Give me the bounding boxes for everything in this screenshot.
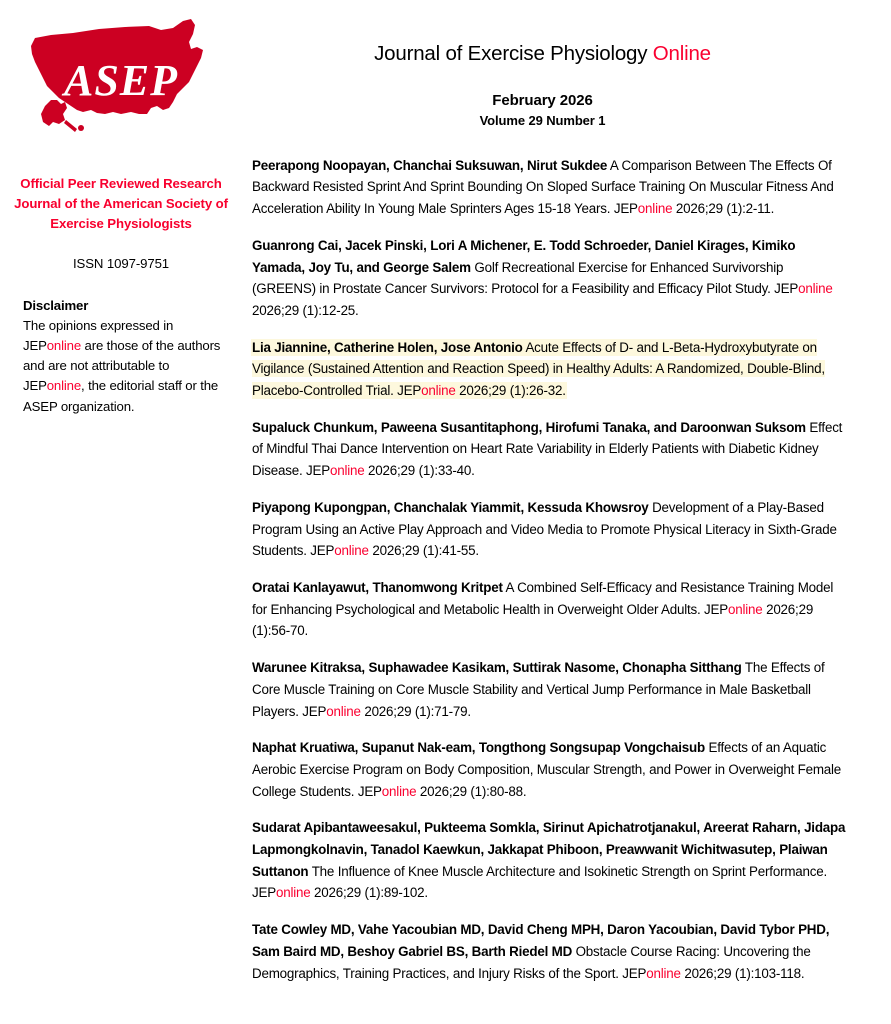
asep-logo xyxy=(21,16,221,138)
disclaimer-online-1: online xyxy=(46,338,82,354)
article-title: A Combined Self-Efficacy and Resistance Training Model for Enhancing Psychological and Metabolic Health in Overweight Older Adults. JEP xyxy=(252,579,834,617)
article-list xyxy=(250,155,849,985)
issn-number: ISSN 1097-9751 xyxy=(72,256,170,272)
article-citation: 2026;29 (1):41-55. xyxy=(368,543,479,559)
article-citation: 2026;29 (1):89-102. xyxy=(310,885,428,901)
article-journal-accent: online xyxy=(381,783,417,799)
article-citation: 2026;29 (1):2-11. xyxy=(672,201,775,217)
article-authors: Warunee Kitraksa, Suphawadee Kasikam, Suttirak Nasome, Chonapha Sitthang xyxy=(252,660,742,676)
article-authors: Lia Jiannine, Catherine Holen, Jose Antonio xyxy=(252,339,523,355)
article-text xyxy=(252,238,833,318)
page-title xyxy=(250,42,849,66)
article-authors: Oratai Kanlayawut, Thanomwong Kritpet xyxy=(252,579,503,595)
article-journal-accent: online xyxy=(728,601,763,617)
article-text xyxy=(252,500,837,558)
article-text xyxy=(252,820,845,900)
article-entry[interactable] xyxy=(252,417,849,482)
article-journal-accent: online xyxy=(798,281,833,297)
article-citation: 2026;29 (1):12-25. xyxy=(252,302,359,318)
article-entry[interactable] xyxy=(252,817,849,904)
article-entry[interactable] xyxy=(252,235,849,322)
article-authors: Tate Cowley MD, Vahe Yacoubian MD, David Cheng MPH, Daron Yacoubian, David Tybor PHD, Sam Baird MD, Beshoy Gabriel BS, Barth Riedel MD xyxy=(252,922,830,959)
article-text xyxy=(252,660,824,718)
disclaimer-block xyxy=(14,296,228,416)
article-entry[interactable] xyxy=(252,577,849,642)
article-entry[interactable] xyxy=(252,737,849,802)
article-authors: Naphat Kruatiwa, Supanut Nak-eam, Tongthong Songsupap Vongchaisub xyxy=(252,740,705,756)
disclaimer-title: Disclaimer xyxy=(23,298,89,314)
asep-logo-text: ASEP xyxy=(63,56,179,105)
article-title: The Influence of Knee Muscle Architecture and Isokinetic Strength on Sprint Performance. JEP xyxy=(252,863,828,901)
article-title: Acute Effects of D- and L-Beta-Hydroxybutyrate on Vigilance (Sustained Attention and Reaction Speed) in Healthy Adults: A Randomized, Double-Blind, Placebo-Controlled Trial. JEP xyxy=(252,339,825,399)
article-title: Golf Recreational Exercise for Enhanced Survivorship (GREENS) in Prostate Cancer Survivors: Protocol for a Feasibility and Efficacy Pilot Study. JEP xyxy=(252,259,799,297)
issue-date: February 2026 xyxy=(492,91,593,109)
disclaimer-part-2: are those of the authors and are not attributable to JEP xyxy=(23,338,221,394)
disclaimer-part-3: , the editorial staff or the ASEP organization. xyxy=(23,378,219,414)
article-journal-accent: online xyxy=(637,201,673,217)
article-entry[interactable] xyxy=(252,919,849,984)
article-journal-accent: online xyxy=(646,965,681,981)
article-entry[interactable] xyxy=(252,337,849,402)
article-entry[interactable] xyxy=(252,155,849,220)
disclaimer-part-1: The opinions expressed in JEP xyxy=(23,318,174,354)
journal-title-accent: Online xyxy=(652,41,711,65)
article-text xyxy=(252,158,834,216)
article-journal-accent: online xyxy=(326,703,361,719)
article-title: Effects of an Aquatic Aerobic Exercise Program on Body Composition, Muscular Strength, and Power in Overweight Female College Students. JEP xyxy=(252,740,842,799)
article-journal-accent: online xyxy=(329,463,365,479)
article-journal-accent: online xyxy=(421,383,456,399)
article-citation: 2026;29 (1):103-118. xyxy=(680,965,805,981)
article-authors: Guanrong Cai, Jacek Pinski, Lori A Michener, E. Todd Schroeder, Daniel Kirages, Kimiko Yamada, Joy Tu, and George Salem xyxy=(252,237,796,275)
disclaimer-online-2: online xyxy=(46,378,82,394)
article-text xyxy=(252,340,825,398)
article-citation: 2026;29 (1):26-32. xyxy=(455,383,566,399)
article-journal-accent: online xyxy=(275,885,311,901)
article-authors: Supaluck Chunkum, Paweena Susantitaphong, Hirofumi Tanaka, and Daroonwan Suksom xyxy=(252,419,806,435)
journal-title-main: Journal of Exercise Physiology xyxy=(374,41,653,65)
article-entry[interactable] xyxy=(252,657,849,722)
article-entry[interactable] xyxy=(252,497,849,562)
article-title: Obstacle Course Racing: Uncovering the Demographics, Training Practices, and Injury Risks of the Sport. JEP xyxy=(252,943,811,981)
article-text xyxy=(252,740,841,798)
article-authors: Sudarat Apibantaweesakul, Pukteema Somkla, Sirinut Apichatrotjanakul, Areerat Raharn, Jidapa Lapmongkolnavin, Tanadol Kaewkun, Jakkapat Phiboon, Preawwanit Wichitwasutep, Plaiwan Suttanon xyxy=(252,820,846,879)
article-citation: 2026;29 (1):56-70. xyxy=(252,601,814,639)
article-text xyxy=(252,420,842,478)
article-text xyxy=(252,922,829,980)
main-content xyxy=(242,0,891,1024)
article-title: Effect of Mindful Thai Dance Intervention on Heart Rate Variability in Elderly Patients with Diabetic Kidney Disease. JEP xyxy=(252,419,843,479)
article-authors: Piyapong Kupongpan, Chanchalak Yiammit, Kessuda Khowsroy xyxy=(252,499,649,515)
sidebar xyxy=(0,0,242,1024)
article-title: The Effects of Core Muscle Training on Core Muscle Stability and Vertical Jump Performance in Male Basketball Players. JEP xyxy=(252,660,825,719)
article-citation: 2026;29 (1):33-40. xyxy=(364,463,475,479)
article-citation: 2026;29 (1):71-79. xyxy=(360,703,471,719)
issue-volume: Volume 29 Number 1 xyxy=(479,112,606,128)
article-journal-accent: online xyxy=(334,543,369,559)
journal-tagline: Official Peer Reviewed Research Journal of the American Society of Exercise Physiologists xyxy=(14,176,228,232)
article-authors: Peerapong Noopayan, Chanchai Suksuwan, Nirut Sukdee xyxy=(252,157,608,173)
article-citation: 2026;29 (1):80-88. xyxy=(416,783,527,799)
disclaimer-text xyxy=(23,316,228,416)
article-text xyxy=(252,580,833,638)
article-title: Development of a Play-Based Program Using an Active Play Approach and Video Media to Promote Physical Literacy in Sixth-Grade Students. JEP xyxy=(252,499,837,559)
article-title: A Comparison Between The Effects Of Backward Resisted Sprint And Sprint Bounding On Sloped Surface Training On Muscular Fitness And Acceleration Ability In Young Male Sprinters Ages 15-18 Years. JEP xyxy=(252,157,834,217)
usa-map-icon xyxy=(21,16,221,138)
